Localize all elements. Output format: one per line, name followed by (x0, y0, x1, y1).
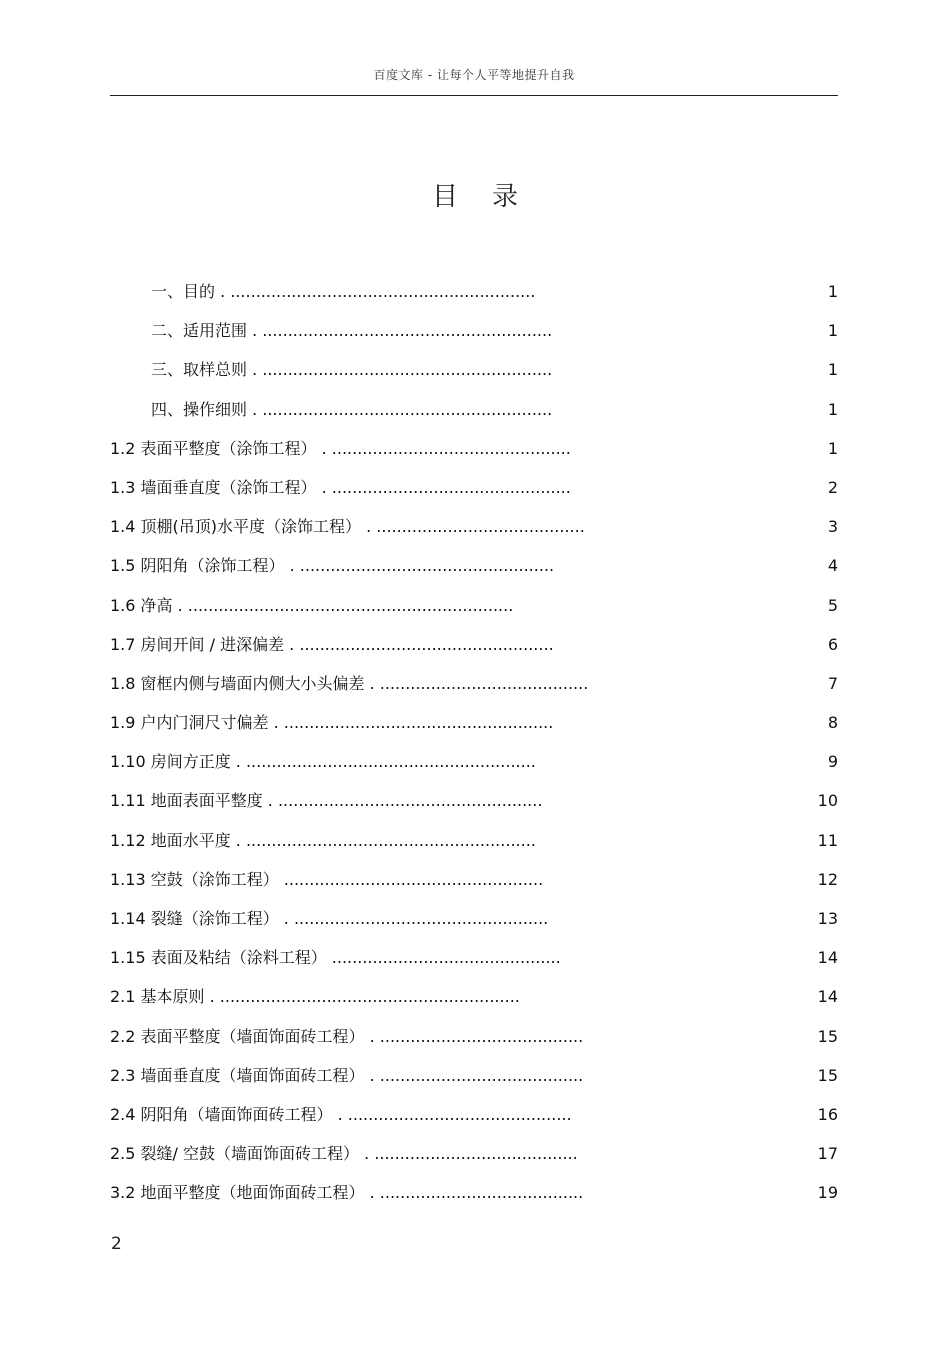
toc-entry-text: 三、取样总则 . ......................................................... (151, 360, 553, 380)
toc-entry-page: 5 (827, 595, 838, 615)
toc-entry[interactable] (110, 1095, 838, 1134)
toc-entry-page: 14 (817, 987, 838, 1007)
toc-entry-text: 1.7 房间开间 / 进深偏差 . .................................................. (110, 634, 554, 654)
toc-entry-page: 13 (817, 909, 838, 928)
toc-entry-text: 1.12 地面水平度 . ......................................................... (110, 830, 536, 850)
toc-entry[interactable] (110, 742, 838, 781)
toc-entry-text: 2.4 阴阳角（墙面饰面砖工程） . ............................................ (110, 1104, 572, 1124)
toc-entry-page: 9 (827, 752, 838, 772)
toc-entry-text: 2.2 表面平整度（墙面饰面砖工程） . ........................................ (110, 1026, 584, 1046)
toc-entry-text: 1.10 房间方正度 . ......................................................... (110, 752, 536, 772)
toc-entry-page: 17 (817, 1144, 838, 1164)
page-header: 百度文库 - 让每个人平等地提升自我 (373, 68, 575, 82)
toc-entry-text: 1.3 墙面垂直度（涂饰工程） . ............................................... (110, 477, 571, 497)
toc-entry[interactable] (110, 1056, 838, 1095)
toc-entry[interactable] (110, 429, 838, 468)
toc-entry-text: 3.2 地面平整度（地面饰面砖工程） . ........................................ (110, 1183, 584, 1203)
toc-entry[interactable] (110, 860, 838, 899)
toc-entry-page: 11 (817, 830, 838, 850)
toc-entry-text: 四、操作细则 . ......................................................... (151, 399, 553, 419)
toc-entry-page: 8 (827, 713, 838, 733)
toc-entry-text: 1.11 地面表面平整度 . .................................................... (110, 791, 543, 811)
toc-entry-page: 16 (817, 1104, 838, 1124)
toc-entry-page: 1 (827, 399, 838, 419)
toc-entry-text: 2.3 墙面垂直度（墙面饰面砖工程） . ........................................ (110, 1065, 584, 1085)
toc-entry-text: 1.6 净高 . ................................................................ (110, 595, 514, 615)
toc-entry-page: 12 (817, 869, 838, 889)
toc-entry-page: 1 (827, 360, 838, 380)
toc-entry-text: 1.5 阴阳角（涂饰工程） . .................................................. (110, 556, 555, 576)
toc-entry[interactable] (110, 1017, 838, 1056)
table-of-contents (110, 272, 838, 1213)
toc-entry[interactable] (110, 899, 838, 938)
toc-entry[interactable] (110, 311, 838, 350)
toc-entry-page: 3 (827, 517, 838, 537)
toc-entry-page: 1 (827, 321, 838, 341)
toc-entry[interactable] (110, 703, 838, 742)
toc-entry-page: 4 (827, 556, 838, 576)
toc-entry-page: 6 (827, 634, 838, 654)
toc-entry[interactable] (110, 977, 838, 1016)
toc-entry-page: 19 (817, 1183, 838, 1203)
toc-entry[interactable] (110, 625, 838, 664)
toc-entry-page: 7 (827, 673, 838, 693)
toc-entry-text: 1.15 表面及粘结（涂料工程） ............................................. (110, 948, 561, 968)
toc-entry-page: 10 (817, 791, 838, 811)
header-divider (110, 95, 838, 96)
toc-entry[interactable] (110, 938, 838, 977)
toc-entry-page: 1 (827, 438, 838, 458)
toc-entry-text: 1.2 表面平整度（涂饰工程） . ............................................... (110, 438, 571, 458)
toc-entry-text: 1.4 顶棚(吊顶)水平度（涂饰工程） . ......................................... (110, 517, 585, 537)
toc-entry-text: 1.14 裂缝（涂饰工程） . .................................................. (110, 909, 549, 928)
toc-entry[interactable] (110, 507, 838, 546)
toc-entry-text: 2.1 基本原则 . ........................................................... (110, 987, 520, 1007)
toc-entry[interactable] (110, 664, 838, 703)
toc-entry-text: 1.8 窗框内侧与墙面内侧大小头偏差 . ......................................... (110, 673, 589, 693)
toc-entry[interactable] (110, 350, 838, 389)
toc-entry-text: 一、目的 . ............................................................ (151, 282, 536, 301)
toc-entry-text: 2.5 裂缝/ 空鼓（墙面饰面砖工程） . ........................................ (110, 1144, 578, 1164)
toc-title: 目录 (431, 182, 552, 212)
toc-entry-page: 1 (827, 282, 838, 301)
toc-entry-page: 15 (817, 1065, 838, 1085)
toc-entry[interactable] (110, 586, 838, 625)
toc-entry-page: 15 (817, 1026, 838, 1046)
toc-entry[interactable] (110, 468, 838, 507)
toc-entry[interactable] (110, 546, 838, 585)
toc-entry[interactable] (110, 1134, 838, 1173)
toc-entry-page: 14 (817, 948, 838, 968)
toc-entry[interactable] (110, 821, 838, 860)
toc-entry[interactable] (110, 272, 838, 311)
toc-entry[interactable] (110, 1173, 838, 1212)
toc-entry[interactable] (110, 390, 838, 429)
toc-entry[interactable] (110, 781, 838, 820)
toc-entry-text: 1.9 户内门洞尺寸偏差 . ..................................................... (110, 713, 554, 733)
toc-entry-page: 2 (827, 477, 838, 497)
toc-entry-text: 二、适用范围 . ......................................................... (151, 321, 553, 341)
toc-entry-text: 1.13 空鼓（涂饰工程） ................................................... (110, 869, 544, 889)
page-number: 2 (111, 1234, 122, 1254)
